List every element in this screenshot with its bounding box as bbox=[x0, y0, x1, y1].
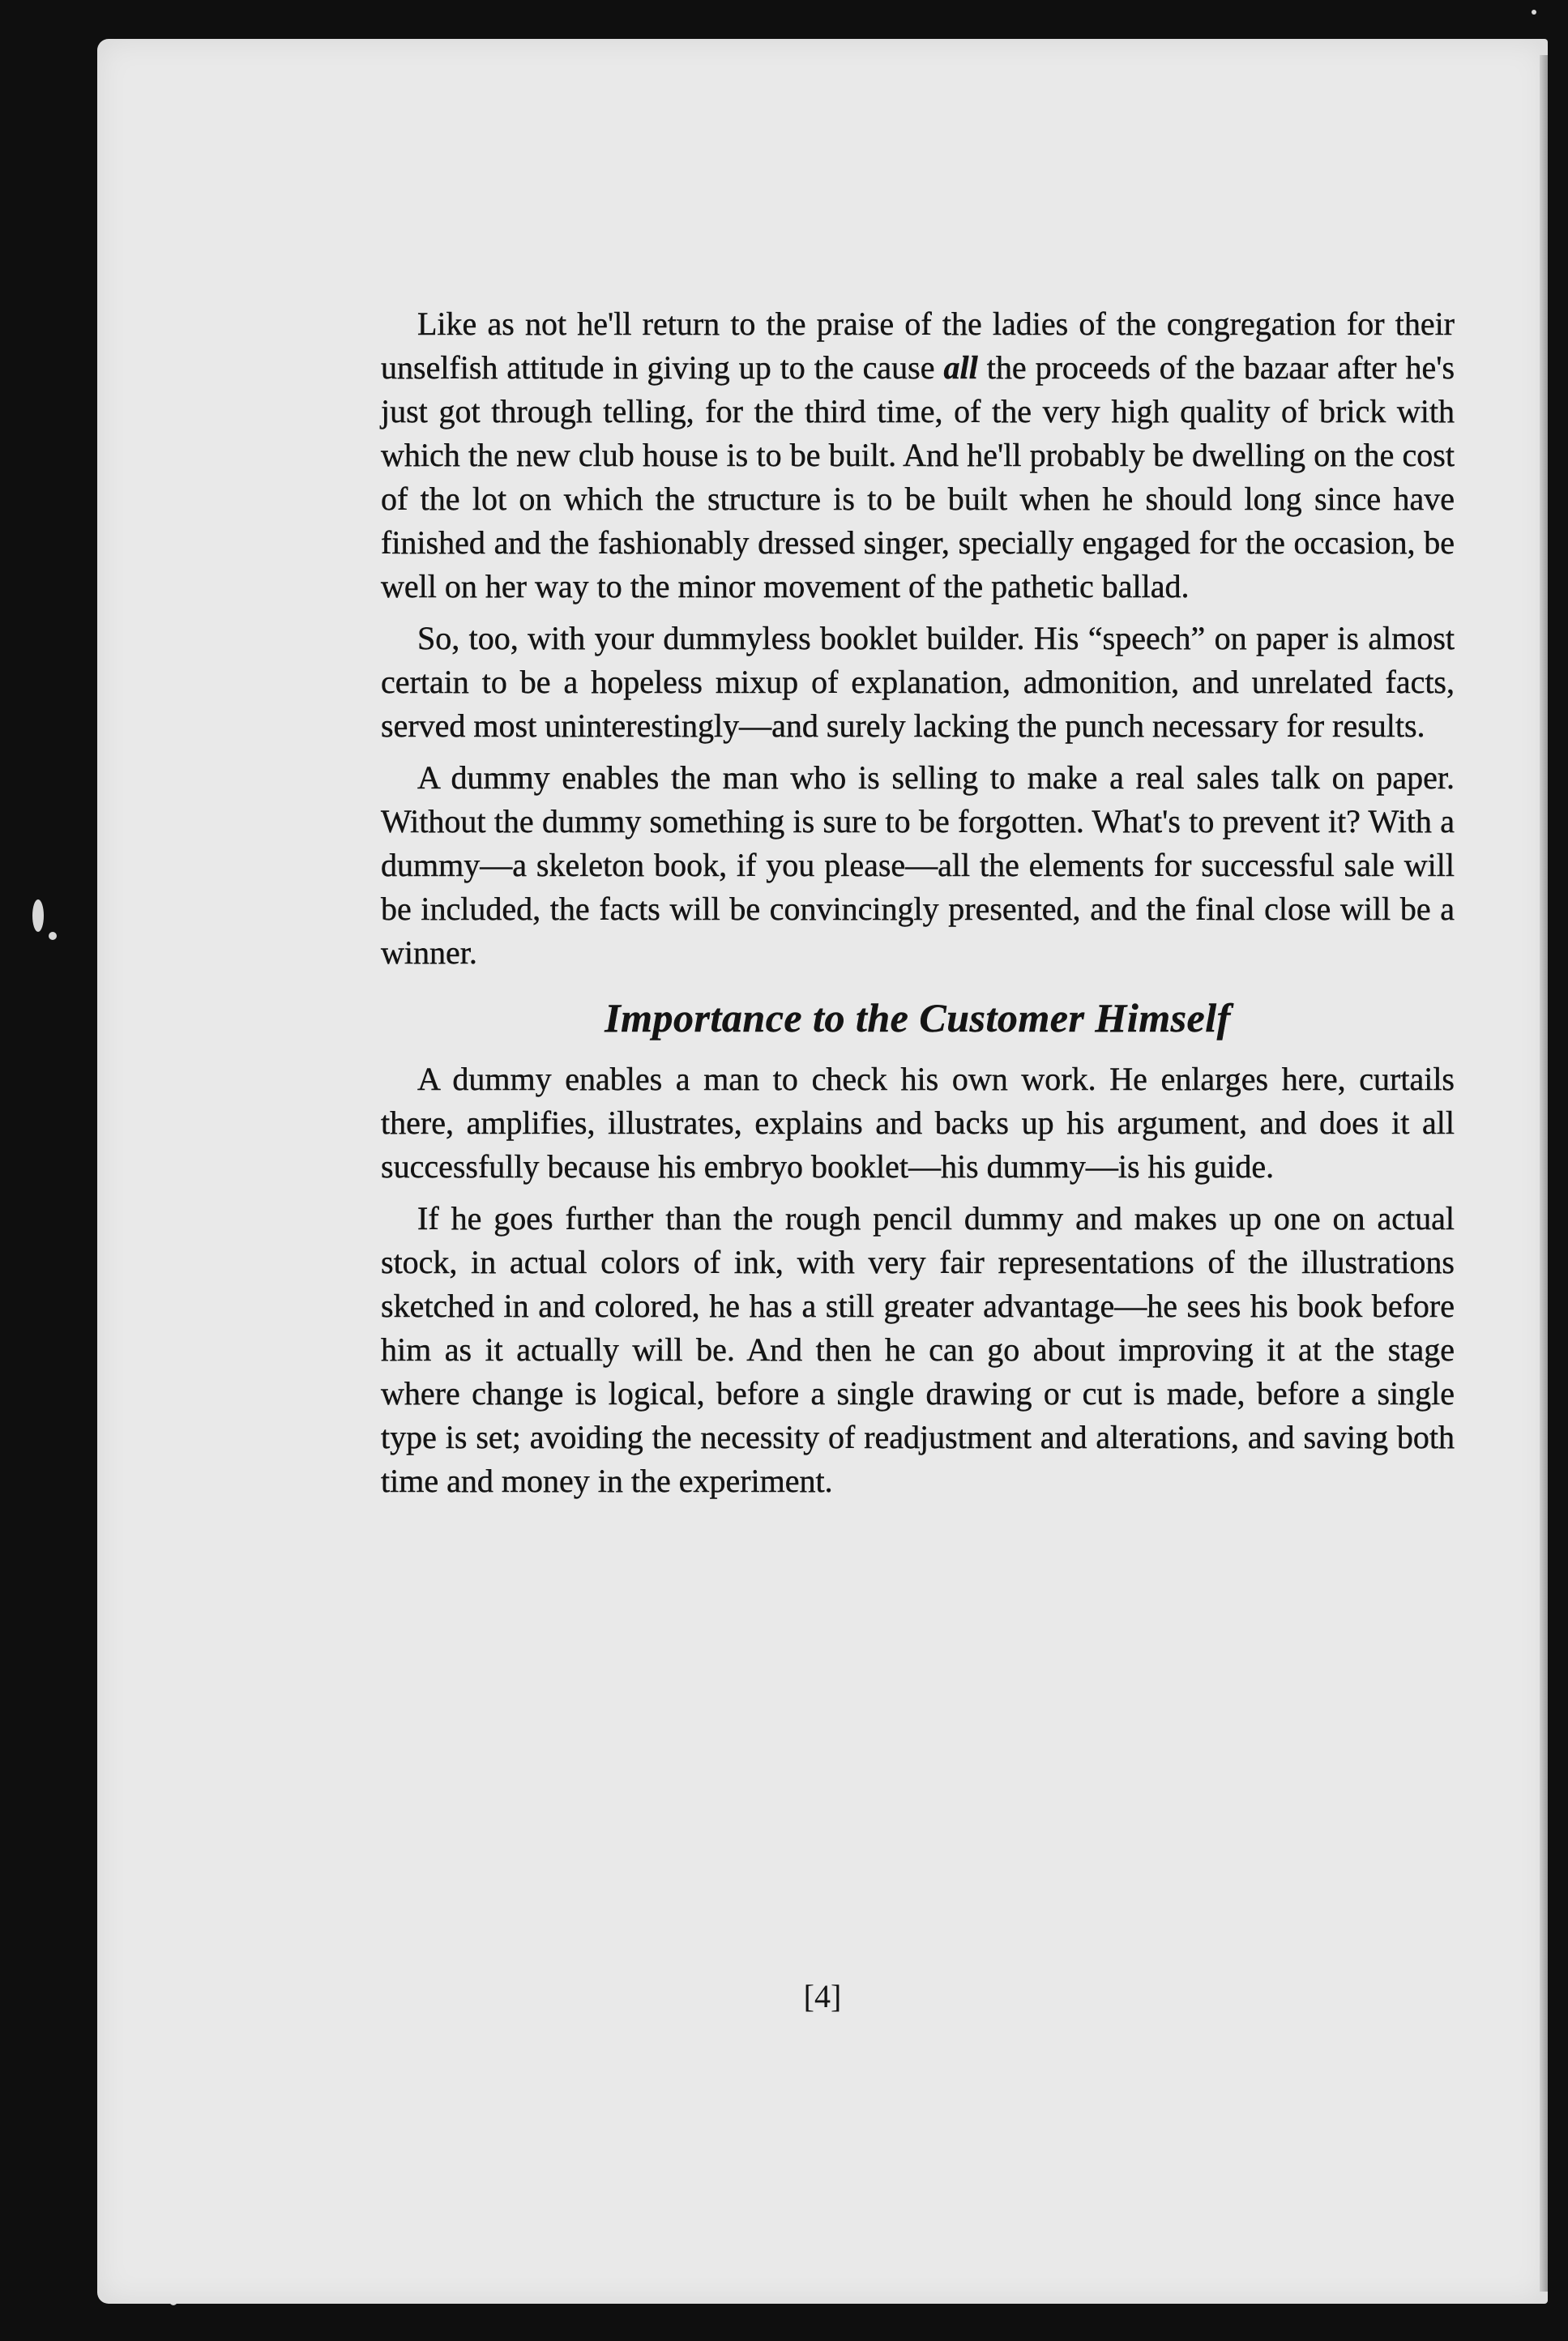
section-heading: Importance to the Customer Himself bbox=[605, 995, 1231, 1040]
page-number: [4] bbox=[803, 1978, 842, 2014]
page-edge bbox=[1540, 55, 1548, 2292]
paragraph-3: A dummy enables the man who is selling to make a real sales talk on paper. Without the dummy something is sure to be forgotten. What's to prevent it? With a dummy—a skeleton book, if you please—all the elements for successful sale will be included, the facts will be convincingly presented, and the final close will be a winner. bbox=[381, 759, 1455, 971]
book-page bbox=[97, 39, 1548, 2304]
paragraph-5: If he goes further than the rough pencil dummy and makes up one on actual stock, in actual colors of ink, with very fair representations of the illustrations sketched in and colored, he has a still greater advantage—he sees his book before him as it actually will be. And then he can go about improving it at the stage where change is logical, before a single drawing or cut is made, before a single type is set; avoiding the necessity of readjustment and alterations, and saving both time and money in the experiment. bbox=[381, 1200, 1455, 1499]
emphasis-all: all bbox=[943, 349, 978, 386]
paragraph-2: So, too, with your dummyless booklet builder. His “speech” on paper is almost certain to be a hopeless mixup of explanation, admonition, and unrelated facts, served most uninterestingly—and surely lacking the punch necessary for results. bbox=[381, 620, 1455, 744]
paragraph-4: A dummy enables a man to check his own work. He enlarges here, curtails there, amplifies, illustrates, explains and backs up his argument, and does it all successfully because his embryo booklet—his dummy—is his guide. bbox=[381, 1061, 1455, 1185]
page-body bbox=[381, 302, 1455, 1511]
paragraph-1: Like as not he'll return to the praise of the ladies of the congregation for their unselfish attitude in giving up to the cause all the proceeds of the bazaar after he's just got through telling, for the third time, of the very high quality of brick with which the new club house is to be built. And he'll probably be dwelling on the cost of the lot on which the structure is to be built when he should long since have finished and the fashionably dressed singer, specially engaged for the occasion, be well on her way to the minor movement of the pathetic ballad. bbox=[381, 305, 1455, 604]
